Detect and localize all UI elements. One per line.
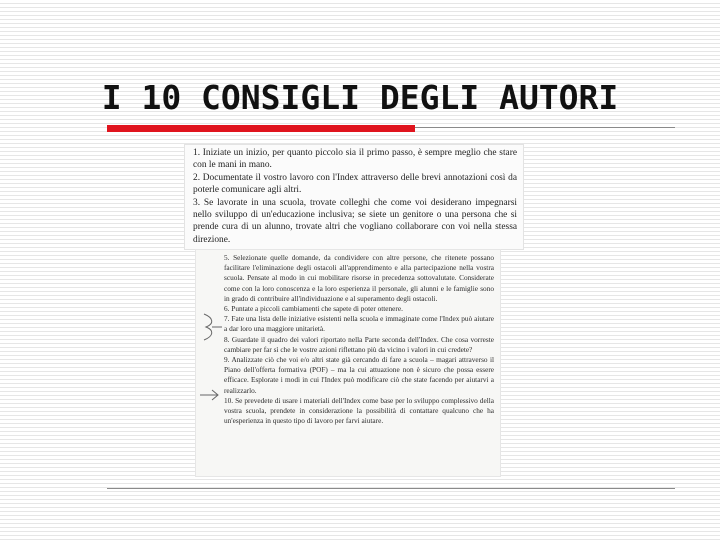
advice-item-3: 3. Se lavorate in una scuola, trovate colleghi che come voi desiderano impegnarsi nello sviluppo di un'educazione inclusiva; se siete un genitore o una persona che si prende cura di un alunno, trovate altri che vogliano collaborare con voi nella stessa direzione. <box>193 197 517 245</box>
title-underline-gray <box>415 127 675 128</box>
advice-item-2: 2. Documentate il vostro lavoro con l'Index attraverso delle brevi annotazioni così da poterle comunicare agli altri. <box>193 172 517 196</box>
scanned-excerpt-bottom <box>196 250 500 476</box>
scanned-excerpt-top <box>185 145 523 249</box>
handwritten-mark-bracket <box>200 312 224 342</box>
bottom-rule <box>107 488 675 489</box>
slide-title: I 10 CONSIGLI DEGLI AUTORI <box>101 78 619 117</box>
advice-item-1: 1. Iniziate un inizio, per quanto piccolo sia il primo passo, è sempre meglio che stare con le mani in mano. <box>193 148 517 171</box>
advice-item-10: 10. Se prevedete di usare i materiali dell'Index come base per lo sviluppo complessivo della vostra scuola, prendete in considerazione la possibilità di contattare qualcuno che ha un'esperienza in questo tipo di lavoro per farvi aiutare. <box>224 395 494 426</box>
advice-item-7: 7. Fate una lista delle iniziative esistenti nella scuola e immaginate come l'Index può aiutare a dar loro una maggiore unitarietà. <box>224 314 494 334</box>
advice-item-6: 6. Puntate a piccoli cambiamenti che sapete di poter ottenere. <box>224 304 403 314</box>
advice-item-9: 9. Analizzate ciò che voi e/o altri state già cercando di fare a scuola – magari attraverso il Piano dell'offerta formativa (POF) – ma la cui attuazione non è sicuro che possa essere efficace. Esplorate i modi in cui l'Index può modificare ciò che state facendo per aiutarvi a realizzarlo. <box>224 355 494 395</box>
advice-item-5: 5. Selezionate quelle domande, da condividere con altre persone, che ritenete possano facilitare l'eliminazione degli ostacoli all'apprendimento e alla partecipazione nella vostra scuola. Pensate al modo in cui mobilitare risorse in precedenza sottovalutate. Considerate come con la loro conoscenza e la loro esperienza il personale, gli alunni e le famiglie sono in grado di contribuire all'individuazione e al superamento degli ostacoli. <box>224 253 494 303</box>
advice-item-8: 8. Guardate il quadro dei valori riportato nella Parte seconda dell'Index. Che cosa vorreste cambiare per far sì che le vostre azioni riflettano più da vicino i valori in cui credete? <box>224 334 494 354</box>
title-underline-red <box>107 125 415 132</box>
handwritten-mark-arrow <box>198 388 222 402</box>
